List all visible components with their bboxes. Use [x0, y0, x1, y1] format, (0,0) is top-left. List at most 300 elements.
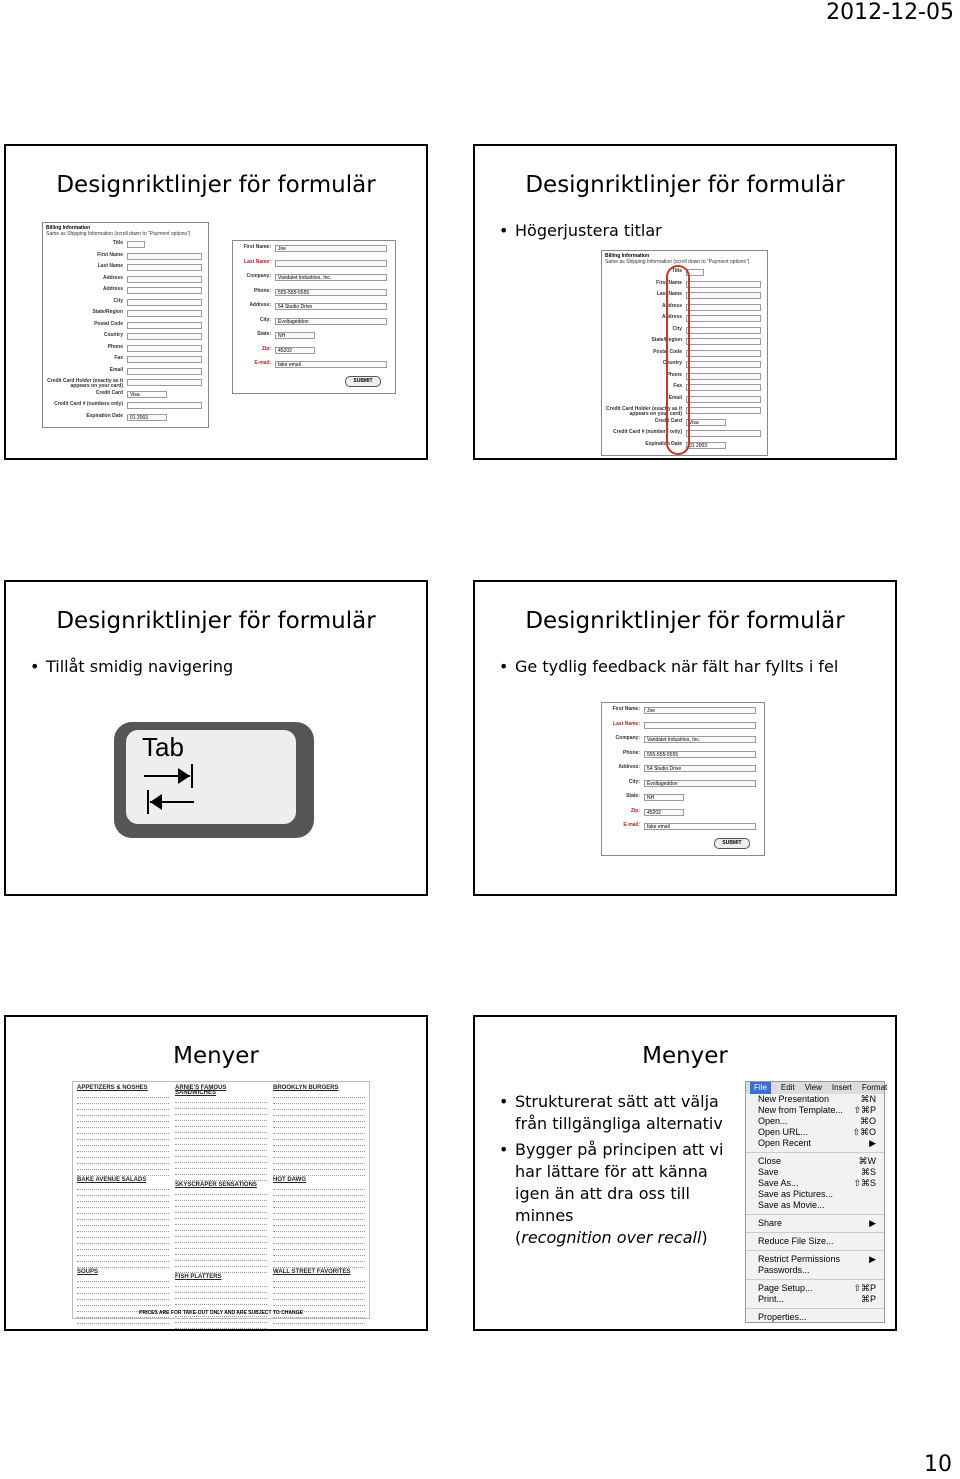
field-input[interactable] — [127, 253, 202, 260]
menu-item-label: Close — [758, 1156, 782, 1166]
form-row — [602, 707, 764, 718]
field-label: E-mail: — [623, 822, 640, 828]
page-number: 10 — [924, 1452, 952, 1477]
billing-form-thumbnail — [601, 250, 768, 456]
menu-line — [77, 1227, 169, 1232]
field-input[interactable]: Evoltageddon — [275, 318, 387, 325]
field-label: Postal Code — [653, 348, 682, 355]
field-input[interactable] — [686, 373, 761, 380]
slide-2 — [473, 144, 897, 460]
menu-line — [175, 1268, 267, 1273]
contact-rows — [233, 245, 395, 393]
form-row — [43, 368, 208, 379]
field-input[interactable]: 555-555-5555 — [275, 289, 387, 296]
field-label: Credit Card # (numbers only) — [613, 429, 682, 435]
menu-item[interactable] — [746, 1094, 884, 1105]
menu-line — [175, 1330, 267, 1331]
form-row — [43, 241, 208, 252]
menu-line — [175, 1134, 267, 1139]
form-row — [602, 780, 764, 791]
field-input[interactable] — [127, 356, 202, 363]
field-input[interactable] — [686, 396, 761, 403]
field-input[interactable]: Joe — [644, 707, 756, 714]
form-row — [43, 356, 208, 367]
field-label: Title — [112, 240, 123, 246]
menu-item-label: Properties... — [758, 1312, 807, 1322]
field-label: E-mail: — [254, 360, 271, 366]
form-row — [43, 310, 208, 321]
file-menu-screenshot — [745, 1081, 888, 1323]
menu-section-heading: SOUPS — [77, 1269, 99, 1275]
field-label: Company: — [246, 273, 271, 279]
menu-item[interactable] — [746, 1265, 884, 1276]
field-label: First Name: — [612, 706, 640, 712]
menu-item-label: Page Setup... — [758, 1283, 813, 1293]
menu-line — [273, 1227, 365, 1232]
contact-rows — [602, 707, 764, 855]
field-label: Expiration Date — [645, 440, 682, 447]
menu-item[interactable] — [746, 1312, 884, 1323]
menu-line — [175, 1158, 267, 1163]
field-input[interactable]: 45202 — [644, 809, 684, 816]
field-label: Email — [109, 366, 123, 373]
field-label: First Name: — [243, 244, 271, 250]
menu-line — [175, 1140, 267, 1145]
menu-line — [77, 1245, 169, 1250]
bullet-item: • Tillåt smidig navigering — [30, 656, 233, 678]
menu-item-shortcut: ▶ — [869, 1218, 876, 1228]
form-row — [233, 274, 395, 285]
menu-item-label: Restrict Permissions — [758, 1254, 841, 1264]
form-row — [602, 751, 764, 762]
menu-item[interactable] — [746, 1178, 884, 1189]
menu-column — [273, 1084, 365, 1331]
bullet-text: Bygger på principen att vi har lättare för att känna igen än att dra oss till minnes — [515, 1140, 724, 1225]
menu-line — [273, 1263, 365, 1268]
field-label: Company: — [615, 735, 640, 741]
menu-line — [273, 1301, 365, 1306]
menu-line — [273, 1251, 365, 1256]
field-label: Zip: — [261, 345, 271, 352]
menu-line — [77, 1209, 169, 1214]
slide-3 — [4, 580, 428, 896]
field-input[interactable] — [686, 407, 761, 414]
field-label: Phone — [666, 371, 682, 378]
menu-line — [77, 1325, 169, 1330]
form-row — [602, 809, 764, 820]
slide-title: Menyer — [173, 1043, 259, 1069]
field-input[interactable] — [686, 315, 761, 322]
menu-item[interactable] — [746, 1156, 884, 1167]
field-input[interactable]: 01 2003 — [686, 442, 726, 449]
billing-form-thumbnail — [42, 222, 209, 428]
menu-line — [273, 1153, 365, 1158]
menu-line — [175, 1128, 267, 1133]
form-row — [43, 402, 208, 413]
menu-line — [175, 1294, 267, 1299]
menubar-item[interactable]: View — [804, 1083, 822, 1092]
menu-item[interactable] — [746, 1138, 884, 1149]
menu-line — [175, 1176, 267, 1181]
menu-line — [273, 1319, 365, 1324]
menu-item-label: Reduce File Size... — [758, 1236, 834, 1246]
form-row — [602, 736, 764, 747]
menu-line — [77, 1301, 169, 1306]
menu-line — [77, 1171, 169, 1176]
form-row — [43, 414, 208, 425]
menu-line — [175, 1220, 267, 1225]
menu-line — [273, 1165, 365, 1170]
menu-line — [273, 1221, 365, 1226]
field-input[interactable] — [127, 241, 145, 248]
menu-line — [273, 1185, 365, 1190]
field-input[interactable]: Vandalet Industries, Inc. — [644, 736, 756, 743]
menu-item-shortcut: ⌘W — [858, 1156, 876, 1166]
field-input[interactable] — [127, 276, 202, 283]
menu-line — [273, 1093, 365, 1098]
field-input[interactable]: fake email — [275, 361, 387, 368]
slide-title: Designriktlinjer för formulär — [56, 608, 376, 634]
field-label: Zip: — [630, 807, 640, 814]
slide-5 — [4, 1015, 428, 1331]
form-row — [602, 765, 764, 776]
form-row — [233, 347, 395, 358]
bullet-list — [30, 656, 233, 682]
menu-line — [175, 1232, 267, 1237]
field-label: State: — [257, 331, 271, 337]
contact-form-thumbnail — [601, 702, 765, 856]
bullet-item: • Ge tydlig feedback när fält har fyllts i fel — [499, 656, 838, 678]
menubar-item[interactable]: Edit — [780, 1083, 795, 1092]
menu-item-shortcut: ⌘P — [860, 1294, 876, 1304]
menu-separator — [746, 1279, 884, 1280]
menu-line — [77, 1239, 169, 1244]
menu-line — [77, 1283, 169, 1288]
field-input[interactable]: 54 Studio Drive — [275, 303, 387, 310]
field-input[interactable] — [275, 260, 387, 267]
menu-item-shortcut: ⇧⌘O — [852, 1127, 876, 1137]
menu-section-heading: APPETIZERS & NOSHES — [77, 1085, 148, 1091]
field-input[interactable]: fake email — [644, 823, 756, 830]
menu-line — [77, 1147, 169, 1152]
billing-rows — [43, 241, 208, 427]
form-row — [233, 303, 395, 314]
menu-item-label: Share — [758, 1218, 783, 1228]
menu-card-thumbnail — [72, 1081, 370, 1319]
field-input[interactable] — [127, 264, 202, 271]
form-row — [602, 722, 764, 733]
bullet-item: • Högerjustera titlar — [499, 220, 662, 242]
menu-line — [77, 1221, 169, 1226]
tab-key-icon — [114, 722, 314, 838]
menu-line — [273, 1209, 365, 1214]
menu-item[interactable] — [746, 1116, 884, 1127]
slide-6 — [473, 1015, 897, 1331]
field-label: Phone: — [623, 749, 640, 756]
field-input[interactable] — [686, 430, 761, 437]
field-label: Fax — [114, 355, 123, 361]
menu-line — [175, 1300, 267, 1305]
form-row — [233, 260, 395, 271]
slide-title: Designriktlinjer för formulär — [56, 172, 376, 198]
menu-line — [77, 1203, 169, 1208]
menu-item[interactable] — [746, 1189, 884, 1200]
menu-section-heading: SKYSCRAPER SENSATIONS — [175, 1182, 257, 1188]
menu-section-heading: ARNIE'S FAMOUS SANDWICHES — [175, 1085, 227, 1096]
field-label: First Name — [97, 251, 123, 258]
menu-line — [175, 1208, 267, 1213]
menu-line — [175, 1288, 267, 1293]
menu-line — [77, 1295, 169, 1300]
field-label: Expiration Date — [86, 412, 123, 419]
menu-line — [77, 1277, 169, 1282]
menu-line — [273, 1171, 365, 1176]
menu-separator — [746, 1250, 884, 1251]
menu-section-heading: HOT DAWG — [273, 1177, 306, 1183]
menu-line — [175, 1110, 267, 1115]
field-label: State: — [626, 793, 640, 799]
field-label: City: — [259, 316, 271, 323]
menu-line — [175, 1250, 267, 1255]
tab-key-label: Tab — [142, 732, 184, 762]
menu-line — [273, 1295, 365, 1300]
form-header: Billing Information — [605, 253, 650, 259]
field-input[interactable] — [686, 304, 761, 311]
field-input[interactable]: NH — [644, 794, 684, 801]
field-input[interactable]: Visa — [686, 419, 726, 426]
field-label: City — [672, 325, 682, 332]
field-input[interactable]: Evoltageddon — [644, 780, 756, 787]
field-input[interactable]: Visa — [127, 391, 167, 398]
menu-section-heading: FISH PLATTERS — [175, 1274, 222, 1280]
menu-line — [175, 1244, 267, 1249]
form-row — [43, 322, 208, 333]
menu-section-heading: BAKE AVENUE SALADS — [77, 1177, 147, 1183]
menu-item-label: New Presentation — [758, 1094, 830, 1104]
form-row — [233, 289, 395, 300]
menu-item-label: Print... — [758, 1294, 785, 1304]
menu-line — [175, 1104, 267, 1109]
menu-line — [175, 1164, 267, 1169]
field-label: Credit Card Holder (exactly as it appears on your card) — [606, 406, 682, 417]
menu-line — [77, 1215, 169, 1220]
field-label: First Name — [656, 279, 682, 286]
field-input[interactable] — [127, 379, 202, 386]
form-row — [233, 245, 395, 256]
menu-line — [77, 1117, 169, 1122]
field-label: Phone — [107, 343, 123, 350]
menu-item[interactable] — [746, 1167, 884, 1178]
submit-button[interactable]: SUBMIT — [345, 376, 381, 387]
menu-item[interactable] — [746, 1218, 884, 1229]
field-input[interactable] — [127, 322, 202, 329]
menu-line — [273, 1141, 365, 1146]
field-input[interactable]: 45202 — [275, 347, 315, 354]
field-input[interactable] — [644, 722, 756, 729]
field-label: Fax — [673, 383, 682, 389]
slide-4 — [473, 580, 897, 896]
menu-item-label: Save as Movie... — [758, 1200, 825, 1210]
field-label: Credit Card Holder (exactly as it appears on your card) — [47, 378, 123, 389]
menu-line — [273, 1239, 365, 1244]
menu-line — [273, 1123, 365, 1128]
field-input[interactable] — [127, 299, 202, 306]
menu-line — [175, 1116, 267, 1121]
field-input[interactable] — [686, 361, 761, 368]
field-label: Credit Card — [654, 417, 682, 424]
field-label: Country — [103, 332, 123, 338]
form-row — [233, 361, 395, 372]
field-input[interactable] — [127, 287, 202, 294]
form-row — [233, 332, 395, 343]
menu-item-label: Save As... — [758, 1178, 799, 1188]
form-row — [602, 823, 764, 834]
field-input[interactable]: Joe — [275, 245, 387, 252]
menu-line — [273, 1215, 365, 1220]
bullet-item: • Bygger på principen att vi har lättare för att känna igen än att dra oss till minnes (recognition over recall) — [499, 1139, 745, 1249]
menu-item[interactable] — [746, 1254, 884, 1265]
field-input[interactable]: 555-555-5555 — [644, 751, 756, 758]
menu-line — [77, 1105, 169, 1110]
form-row — [43, 287, 208, 298]
menu-column — [175, 1084, 267, 1331]
menu-line — [175, 1170, 267, 1175]
field-label: Address — [102, 286, 123, 292]
field-label: Last Name: — [244, 258, 271, 265]
submit-button[interactable]: SUBMIT — [714, 838, 750, 849]
field-label: Phone: — [254, 287, 271, 294]
menu-item[interactable] — [746, 1236, 884, 1247]
form-row — [43, 391, 208, 402]
menu-line — [273, 1289, 365, 1294]
menu-line — [175, 1152, 267, 1157]
field-input[interactable]: 54 Studio Drive — [644, 765, 756, 772]
menu-line — [77, 1093, 169, 1098]
menu-line — [77, 1191, 169, 1196]
menu-line — [273, 1135, 365, 1140]
form-header: Billing Information — [46, 225, 91, 231]
menu-item[interactable] — [746, 1294, 884, 1305]
field-input[interactable] — [686, 292, 761, 299]
menu-line — [77, 1165, 169, 1170]
field-label: Address: — [618, 764, 640, 770]
menu-line — [77, 1129, 169, 1134]
field-label: Credit Card # (numbers only) — [54, 401, 123, 407]
field-input[interactable]: Vandalet Industries, Inc. — [275, 274, 387, 281]
field-input[interactable] — [686, 384, 761, 391]
menu-line — [273, 1191, 365, 1196]
menubar-item[interactable]: File — [750, 1082, 771, 1094]
menu-line — [273, 1147, 365, 1152]
menu-line — [77, 1319, 169, 1324]
menu-line — [77, 1123, 169, 1128]
field-input[interactable] — [127, 345, 202, 352]
menu-line — [77, 1257, 169, 1262]
menu-item-label: Open... — [758, 1116, 788, 1126]
tab-arrows-icon — [114, 722, 314, 838]
menu-line — [273, 1257, 365, 1262]
menu-section-heading: WALL STREET FAVORITES — [273, 1269, 351, 1275]
menu-item-shortcut: ▶ — [869, 1254, 876, 1264]
form-row — [43, 299, 208, 310]
menu-line — [77, 1099, 169, 1104]
menu-separator — [746, 1308, 884, 1309]
field-input[interactable] — [127, 368, 202, 375]
field-label: Address — [661, 302, 682, 309]
field-input[interactable]: 01 2003 — [127, 414, 167, 421]
menu-line — [77, 1135, 169, 1140]
menu-line — [77, 1263, 169, 1268]
menu-line — [77, 1153, 169, 1158]
italic-note: recognition over recall — [521, 1228, 702, 1247]
menu-item-shortcut: ▶ — [869, 1138, 876, 1148]
field-label: Address: — [249, 302, 271, 308]
menu-item-shortcut: ⌘N — [860, 1094, 876, 1104]
menu-item[interactable] — [746, 1200, 884, 1211]
menu-line — [175, 1146, 267, 1151]
form-row — [43, 253, 208, 264]
menu-item-label: New from Template... — [758, 1105, 843, 1115]
menu-line — [77, 1251, 169, 1256]
field-label: Address — [661, 314, 682, 320]
field-input[interactable] — [127, 333, 202, 340]
menu-item[interactable] — [746, 1127, 884, 1138]
menu-item-shortcut: ⌘O — [859, 1116, 876, 1126]
menu-line — [175, 1262, 267, 1267]
field-input[interactable] — [686, 327, 761, 334]
menu-item[interactable] — [746, 1105, 884, 1116]
field-label: Postal Code — [94, 320, 123, 327]
slide-title: Designriktlinjer för formulär — [525, 172, 845, 198]
bullet-item: • Strukturerat sätt att välja från tillgängliga alternativ — [499, 1091, 745, 1135]
menu-line — [175, 1318, 267, 1323]
menu-line — [273, 1325, 365, 1330]
menu-item-shortcut: ⇧⌘P — [853, 1283, 876, 1293]
menu-item-shortcut: ⇧⌘S — [853, 1178, 876, 1188]
menubar-item[interactable]: Format — [861, 1083, 888, 1092]
menu-line — [175, 1324, 267, 1329]
menu-item[interactable] — [746, 1283, 884, 1294]
menu-item-label: Save — [758, 1167, 779, 1177]
field-label: Last Name: — [613, 720, 640, 727]
menu-separator — [746, 1214, 884, 1215]
menu-item-label: Open Recent — [758, 1138, 812, 1148]
form-row — [43, 276, 208, 287]
menu-item-label: Save as Pictures... — [758, 1189, 834, 1199]
field-input[interactable] — [686, 338, 761, 345]
header-date: 2012-12-05 — [826, 0, 954, 25]
menubar-item[interactable]: Insert — [831, 1083, 852, 1092]
menu-item-label: Open URL... — [758, 1127, 809, 1137]
field-input[interactable] — [686, 281, 761, 288]
menu-line — [273, 1159, 365, 1164]
field-input[interactable] — [127, 402, 202, 409]
menu-line — [273, 1197, 365, 1202]
field-label: State/Region — [92, 309, 123, 315]
field-input[interactable] — [686, 350, 761, 357]
menu-item-label: Passwords... — [758, 1265, 810, 1275]
slide-1 — [4, 144, 428, 460]
form-row — [233, 318, 395, 329]
menu-line — [175, 1122, 267, 1127]
field-input[interactable] — [127, 310, 202, 317]
form-row — [43, 379, 208, 390]
menu-bar — [746, 1082, 888, 1094]
field-label: City: — [628, 778, 640, 785]
menu-line — [273, 1245, 365, 1250]
menu-line — [273, 1283, 365, 1288]
field-input[interactable]: NH — [275, 332, 315, 339]
